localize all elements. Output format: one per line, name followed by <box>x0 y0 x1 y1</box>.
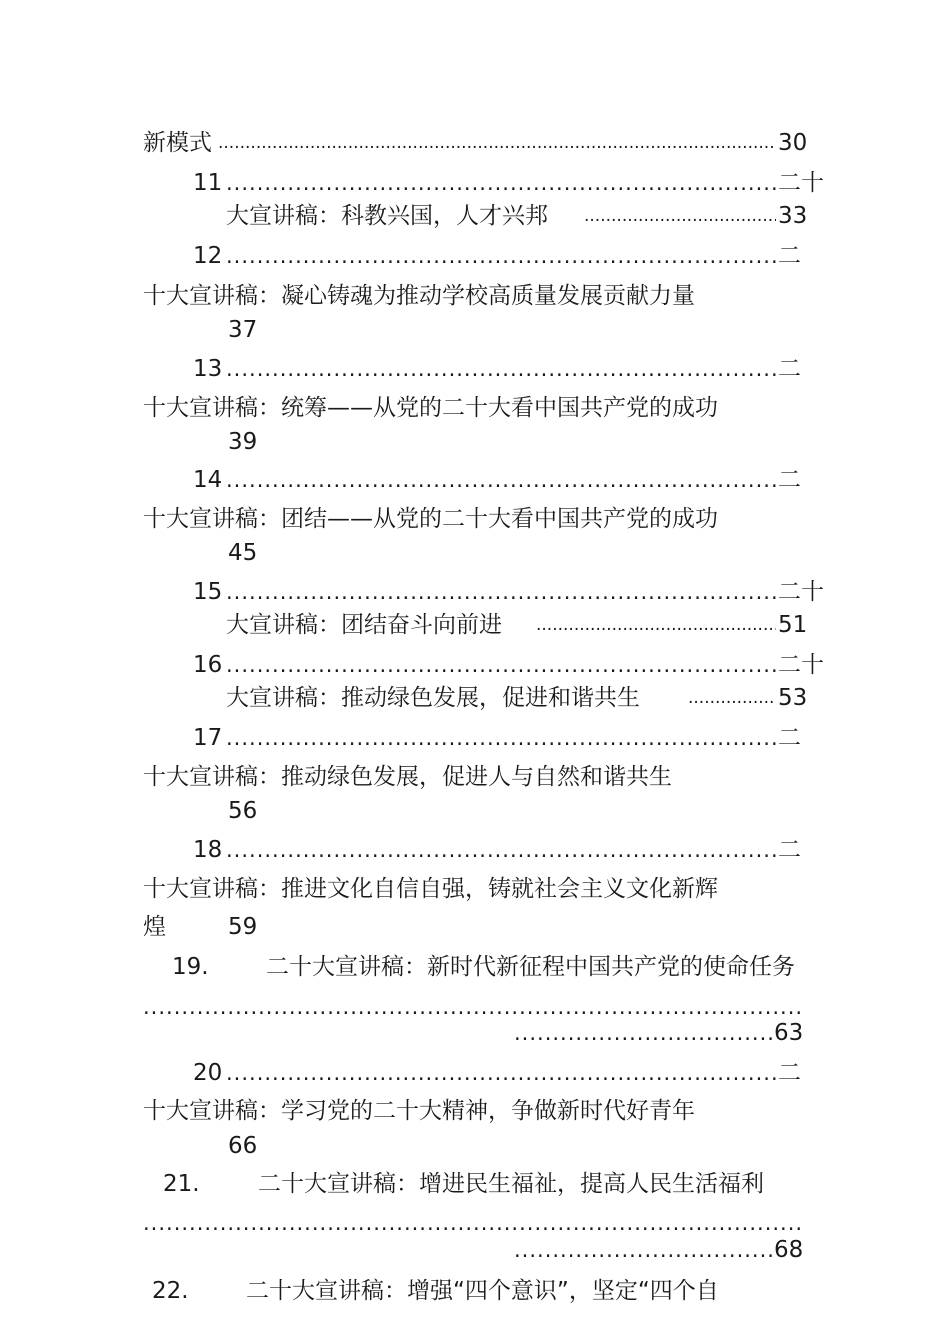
toc-page-number: 33 <box>778 203 808 229</box>
toc-entry-title: 十大宣讲稿：凝心铸魂为推动学校高质量发展贡献力量 <box>143 283 695 309</box>
toc-entry-number: 18 <box>193 837 223 863</box>
toc-entry-title: 二 <box>778 1060 801 1086</box>
dot-leader <box>226 723 776 753</box>
dot-leader <box>536 610 776 640</box>
toc-page-number: 56 <box>228 798 258 824</box>
toc-entry-number: 21. <box>163 1171 200 1197</box>
toc-entry-number: 20 <box>193 1060 223 1086</box>
dot-leader <box>226 241 776 271</box>
toc-entry-title: 二十 <box>778 579 824 605</box>
toc-page-number: 63 <box>774 1020 804 1046</box>
toc-page-number: 59 <box>228 914 258 940</box>
toc-entry-number: 14 <box>193 467 223 493</box>
toc-entry-title: 新模式 <box>143 130 212 156</box>
dot-leader <box>218 128 776 158</box>
toc-page-number: 68 <box>774 1237 804 1263</box>
dot-leader <box>688 683 776 713</box>
toc-entry-title: 二 <box>778 243 801 269</box>
toc-page-number: 37 <box>228 317 258 343</box>
toc-entry-number: 22. <box>152 1278 189 1304</box>
toc-page-number: 51 <box>778 612 808 638</box>
toc-entry-title: 二十大宣讲稿：增进民生福祉，提高人民生活福利 <box>258 1171 764 1197</box>
dot-leader <box>584 201 776 231</box>
toc-entry-number: 15 <box>193 579 223 605</box>
toc-entry-title: 二十大宣讲稿：新时代新征程中国共产党的使命任务 <box>266 954 795 980</box>
toc-page-number: 53 <box>778 685 808 711</box>
toc-entry-title: 二 <box>778 467 801 493</box>
dot-leader <box>226 465 776 495</box>
toc-entry-number: 12 <box>193 243 223 269</box>
toc-entry-title: 二 <box>778 356 801 382</box>
toc-entry-title: 十大宣讲稿：推进文化自信自强，铸就社会主义文化新辉 <box>143 876 718 902</box>
toc-entry-title: 十大宣讲稿：推动绿色发展，促进人与自然和谐共生 <box>143 764 672 790</box>
dot-leader <box>514 1018 772 1048</box>
toc-entry-number: 19. <box>172 954 209 980</box>
dot-leader <box>226 577 776 607</box>
dot-leader <box>226 650 776 680</box>
toc-entry-title: 大宣讲稿：科教兴国，人才兴邦 <box>226 203 548 229</box>
toc-entry-title: 二 <box>778 837 801 863</box>
toc-page-number: 39 <box>228 429 258 455</box>
dot-leader <box>226 354 776 384</box>
toc-page-number: 66 <box>228 1133 258 1159</box>
toc-entry-number: 17 <box>193 725 223 751</box>
toc-entry-title: 大宣讲稿：团结奋斗向前进 <box>226 612 502 638</box>
toc-page-number: 30 <box>778 130 808 156</box>
toc-entry-title: 大宣讲稿：推动绿色发展，促进和谐共生 <box>226 685 640 711</box>
toc-entry-title: 二 <box>778 725 801 751</box>
dot-leader <box>226 168 776 198</box>
dot-leader <box>226 835 776 865</box>
toc-entry-number: 11 <box>193 170 223 196</box>
dot-leader <box>226 1058 776 1088</box>
toc-page-number: 45 <box>228 540 258 566</box>
dot-leader <box>143 1208 803 1238</box>
toc-entry-title: 十大宣讲稿：统筹——从党的二十大看中国共产党的成功 <box>143 395 718 421</box>
dot-leader <box>514 1235 772 1265</box>
toc-entry-title: 煌 <box>143 914 166 940</box>
toc-entry-title: 十大宣讲稿：学习党的二十大精神，争做新时代好青年 <box>143 1098 695 1124</box>
toc-entry-number: 16 <box>193 652 223 678</box>
toc-entry-number: 13 <box>193 356 223 382</box>
toc-entry-title: 二十 <box>778 170 824 196</box>
toc-entry-title: 二十 <box>778 652 824 678</box>
toc-entry-title: 十大宣讲稿：团结——从党的二十大看中国共产党的成功 <box>143 506 718 532</box>
toc-entry-title: 二十大宣讲稿：增强“四个意识”，坚定“四个自 <box>246 1278 719 1304</box>
